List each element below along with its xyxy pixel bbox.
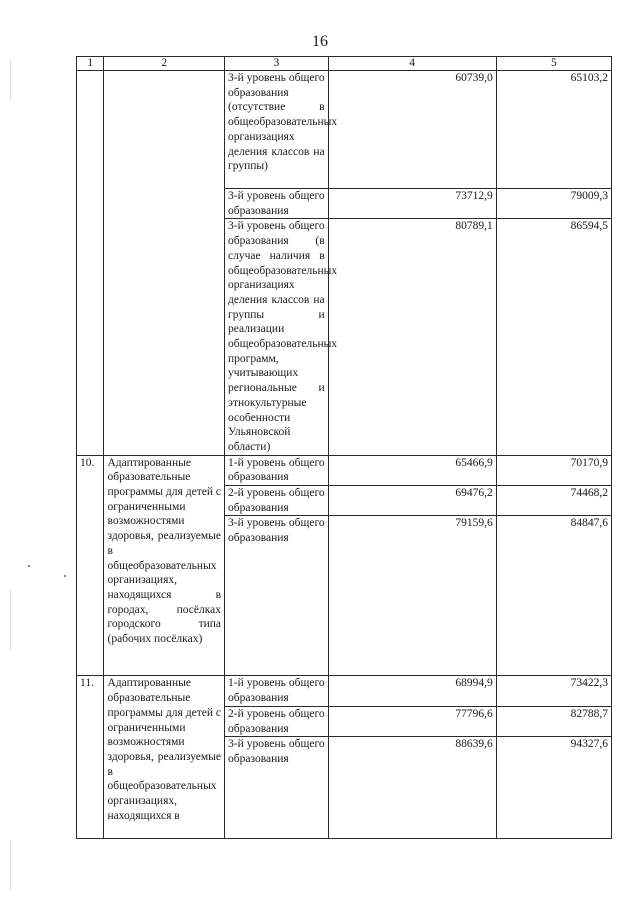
value-col-5: 84847,6 xyxy=(496,516,611,676)
value-col-5: 74468,2 xyxy=(496,486,611,516)
program-name: Адаптированные образовательные программы для детей с ограниченными возможностями здоровья, реализуемые в общеобразовательных организациях, находящихся в xyxy=(104,676,225,839)
header-row xyxy=(77,57,612,71)
value-col-4: 65466,9 xyxy=(328,455,496,485)
education-level: 3-й уровень общего образования xyxy=(225,516,329,676)
education-level: 2-й уровень общего образования xyxy=(225,486,329,516)
program-name: Адаптированные образовательные программы для детей с ограниченными возможностями здоровья, реализуемые в общеобразовательных организациях, находящихся в городах, посёлках городского типа (рабочих посёлках) xyxy=(104,455,225,676)
value-col-4: 73712,9 xyxy=(328,189,496,219)
education-level: 1-й уровень общего образования xyxy=(225,455,329,485)
row-number: 10. xyxy=(77,455,104,676)
table-row xyxy=(77,676,612,706)
value-col-4: 88639,6 xyxy=(328,737,496,839)
value-col-4: 79159,6 xyxy=(328,516,496,676)
value-col-5: 86594,5 xyxy=(496,219,611,455)
value-col-5: 70170,9 xyxy=(496,455,611,485)
value-col-5: 82788,7 xyxy=(496,706,611,736)
education-level: 3-й уровень общего образования xyxy=(225,737,329,839)
table-row xyxy=(77,455,612,485)
value-col-4: 77796,6 xyxy=(328,706,496,736)
value-col-5: 65103,2 xyxy=(496,71,611,189)
education-level: 1-й уровень общего образования xyxy=(225,676,329,706)
education-level: 3-й уровень общего образования xyxy=(225,189,329,219)
table-row xyxy=(77,71,612,189)
page-number: 16 xyxy=(312,33,328,50)
header-col-1: 1 xyxy=(77,57,104,71)
value-col-5: 79009,3 xyxy=(496,189,611,219)
program-name xyxy=(104,71,225,456)
scan-edge-mark xyxy=(10,60,11,100)
row-number: 11. xyxy=(77,676,104,839)
scan-dot xyxy=(28,565,30,567)
education-level: 3-й уровень общего образования (отсутствие в общеобразовательных организациях деления классов на группы) xyxy=(225,71,329,189)
header-col-4: 4 xyxy=(328,57,496,71)
tariff-table xyxy=(76,56,612,839)
scan-dot xyxy=(64,575,66,577)
row-number xyxy=(77,71,104,456)
value-col-5: 94327,6 xyxy=(496,737,611,839)
value-col-4: 60739,0 xyxy=(328,71,496,189)
value-col-4: 68994,9 xyxy=(328,676,496,706)
education-level: 2-й уровень общего образования xyxy=(225,706,329,736)
header-col-5: 5 xyxy=(496,57,611,71)
header-col-3: 3 xyxy=(225,57,329,71)
value-col-5: 73422,3 xyxy=(496,676,611,706)
header-col-2: 2 xyxy=(104,57,225,71)
scan-edge-mark xyxy=(10,590,11,650)
value-col-4: 80789,1 xyxy=(328,219,496,455)
education-level: 3-й уровень общего образования (в случае наличия в общеобразовательных организациях деления классов на группы и реализации общеобразовательных программ, учитывающих региональные и этнокультурные особенности Ульяновской области) xyxy=(225,219,329,455)
value-col-4: 69476,2 xyxy=(328,486,496,516)
scan-edge-mark xyxy=(10,840,11,890)
